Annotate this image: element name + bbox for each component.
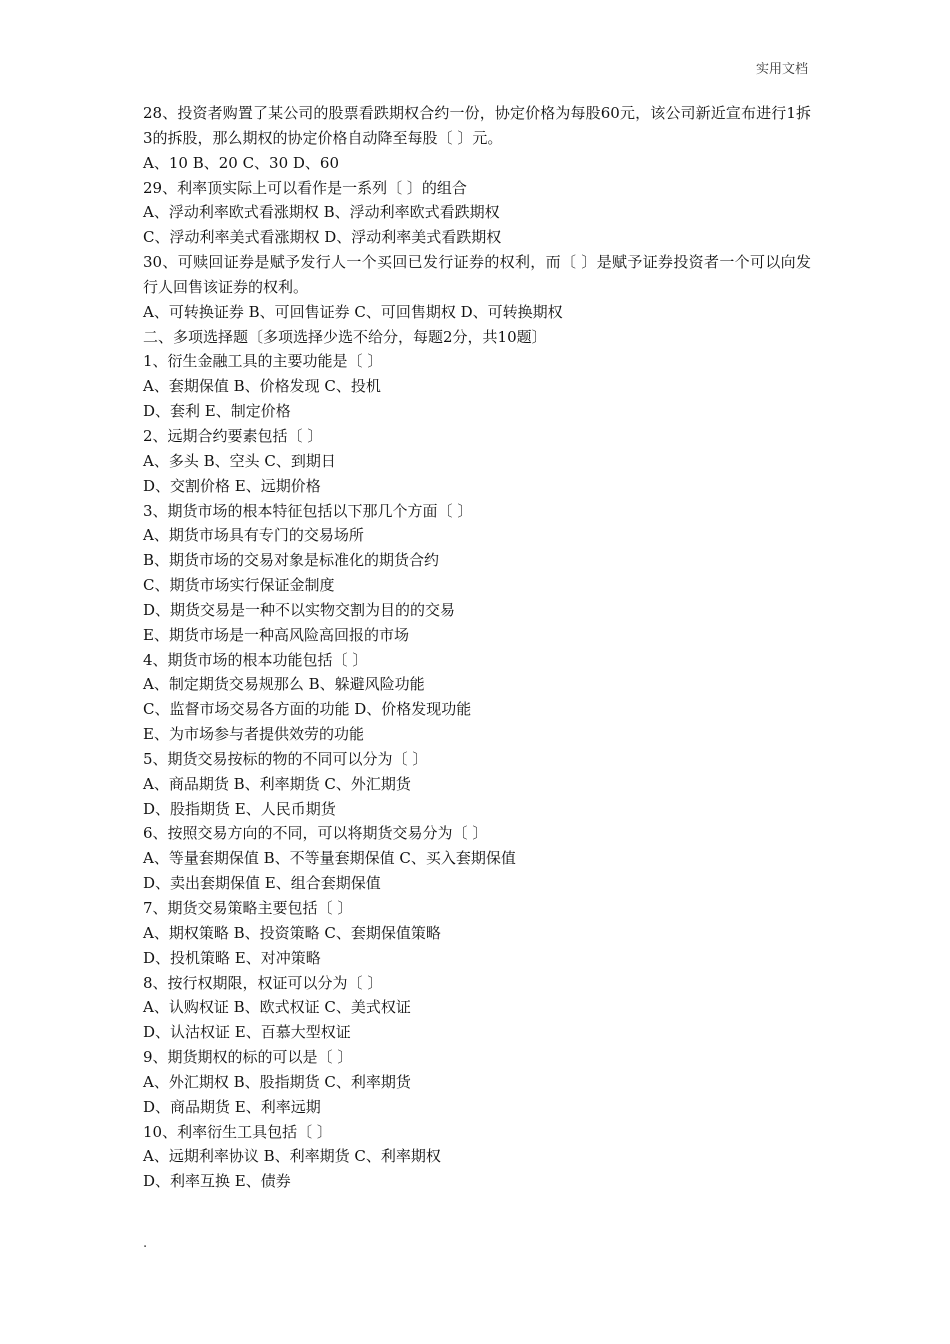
mc-question-7: 7、期货交易策略主要包括〔 〕: [143, 899, 353, 917]
mc-question-5-options-abc: A、商品期货 B、利率期货 C、外汇期货: [143, 774, 411, 793]
mc-question-3-option-e: E、期货市场是一种高风险高回报的市场: [143, 625, 409, 644]
mc-question-9-options-de: D、商品期货 E、利率远期: [143, 1097, 321, 1116]
mc-question-2: 2、远期合约要素包括〔 〕: [143, 426, 323, 445]
question-29-options-ab: A、浮动利率欧式看涨期权 B、浮动利率欧式看跌期权: [143, 203, 500, 222]
mc-question-7-options-de: D、投机策略 E、对冲策略: [143, 948, 321, 967]
page-header-label: 实用文档: [755, 62, 808, 77]
mc-question-4-options-cd: C、监督市场交易各方面的功能 D、价格发现功能: [143, 700, 472, 719]
mc-question-7-options-abc: A、期权策略 B、投资策略 C、套期保值策略: [143, 923, 441, 942]
mc-question-9-options-abc: A、外汇期权 B、股指期货 C、利率期货: [143, 1072, 411, 1091]
document-body: [143, 101, 811, 1194]
section-heading-multiple-choice: 二、多项选择题〔多项选择少选不给分，每题2分，共10题〕: [143, 327, 547, 346]
mc-question-6-options-de: D、卖出套期保值 E、组合套期保值: [143, 874, 381, 893]
question-29: 29、利率顶实际上可以看作是一系列〔 〕的组合: [143, 178, 467, 197]
mc-question-1-options-abc: A、套期保值 B、价格发现 C、投机: [143, 377, 381, 396]
mc-question-5-options-de: D、股指期货 E、人民币期货: [143, 799, 336, 818]
mc-question-4-options-ab: A、制定期货交易规那么 B、躲避风险功能: [143, 675, 425, 694]
mc-question-6-options-abc: A、等量套期保值 B、不等量套期保值 C、买入套期保值: [143, 849, 516, 868]
mc-question-10-options-abc: A、远期利率协议 B、利率期货 C、利率期权: [143, 1147, 441, 1166]
question-29-options-cd: C、浮动利率美式看涨期权 D、浮动利率美式看跌期权: [143, 228, 502, 247]
mc-question-3: 3、期货市场的根本特征包括以下那几个方面〔 〕: [143, 501, 473, 520]
question-30: 30、可赎回证券是赋予发行人一个买回已发行证券的权利，而〔 〕是赋予证券投资者一个可以向发行人回售该证券的权利。: [143, 253, 811, 296]
mc-question-4-option-e: E、为市场参与者提供效劳的功能: [143, 725, 364, 744]
mc-question-3-option-c: C、期货市场实行保证金制度: [143, 576, 335, 595]
mc-question-8-options-abc: A、认购权证 B、欧式权证 C、美式权证: [143, 998, 411, 1017]
question-28-options: A、10 B、20 C、30 D、60: [143, 153, 340, 172]
mc-question-3-option-d: D、期货交易是一种不以实物交割为目的的交易: [143, 600, 456, 619]
question-28: 28、投资者购置了某公司的股票看跌期权合约一份，协定价格为每股60元，该公司新近宣布进行1拆3的拆股，那么期权的协定价格自动降至每股〔 〕元。: [143, 104, 811, 147]
mc-question-10: 10、利率衍生工具包括〔 〕: [143, 1122, 332, 1141]
mc-question-10-options-de: D、利率互换 E、债券: [143, 1172, 291, 1191]
mc-question-1: 1、衍生金融工具的主要功能是〔 〕: [143, 352, 383, 371]
mc-question-9: 9、期货期权的标的可以是〔 〕: [143, 1048, 353, 1067]
mc-question-8: 8、按行权期限，权证可以分为〔 〕: [143, 973, 383, 992]
question-30-options: A、可转换证券 B、可回售证券 C、可回售期权 D、可转换期权: [143, 302, 563, 321]
mc-question-6: 6、按照交易方向的不同，可以将期货交易分为〔 〕: [143, 824, 488, 843]
mc-question-2-options-abc: A、多头 B、空头 C、到期日: [143, 451, 336, 470]
mc-question-2-options-de: D、交割价格 E、远期价格: [143, 476, 321, 495]
mc-question-3-option-a: A、期货市场具有专门的交易场所: [143, 526, 364, 545]
mc-question-5: 5、期货交易按标的物的不同可以分为〔 〕: [143, 749, 428, 768]
mc-question-4: 4、期货市场的根本功能包括〔 〕: [143, 650, 368, 669]
mc-question-8-options-de: D、认沽权证 E、百慕大型权证: [143, 1023, 351, 1042]
mc-question-3-option-b: B、期货市场的交易对象是标准化的期货合约: [143, 551, 440, 570]
page-footer-mark: .: [143, 1236, 148, 1251]
mc-question-1-options-de: D、套利 E、制定价格: [143, 402, 291, 421]
